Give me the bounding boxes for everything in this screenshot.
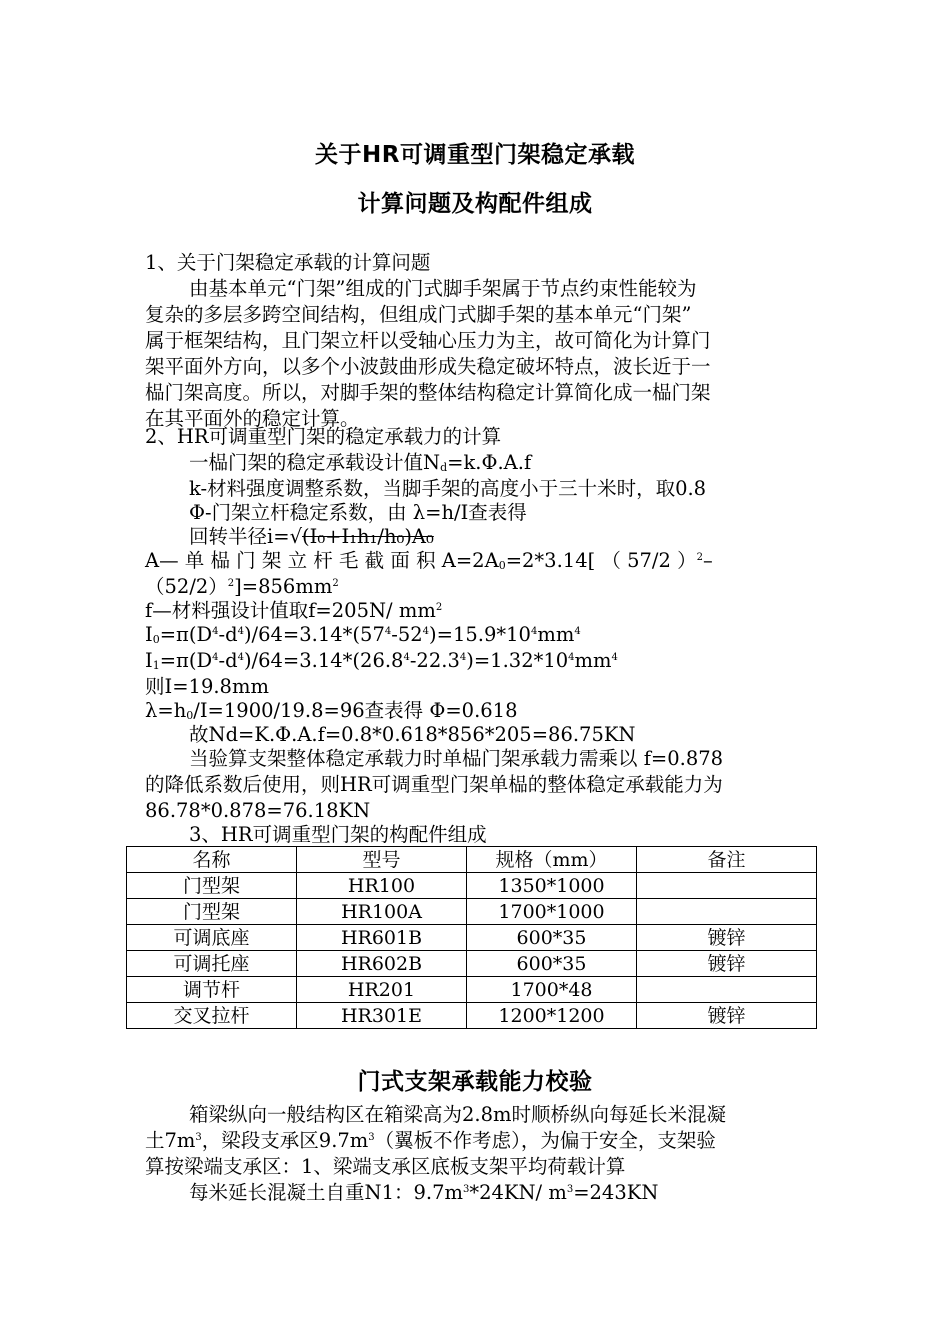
document-subtitle: 计算问题及构配件组成 [357, 191, 593, 217]
table-cell: 门型架 [127, 873, 297, 899]
formula-nd-result: 故Nd=K.Φ.A.f=0.8*0.618*856*205=86.75KN [189, 723, 636, 746]
formula-slenderness: $\lambda=h_0/I=1900/19.8=96$查表得 Φ=0.618 [145, 699, 518, 722]
formula-area-line-2: $(52/2)^2]=856mm^2$ [145, 575, 339, 598]
table-cell: HR602B [297, 951, 467, 977]
paragraph-2-line: 当验算支架整体稳定承载力时单榀门架承载力需乘以 f=0.878 [189, 747, 724, 770]
formula-moment-of-inertia-0: $I_0=\pi(D^4-d^4)/64=3.14*(57^4-52^4)=15.9*10^4mm^4$ [145, 623, 581, 646]
paragraph-1-line: 复杂的多层多跨空间结构，但组成门式脚手架的基本单元“门架” [145, 303, 692, 326]
table-cell: 1200*1200 [467, 1003, 637, 1029]
formula-moment-of-inertia-1: $I_1=\pi(D^4-d^4)/64=3.14*(26.8^4-22.3^4)=1.32*10^4mm^4$ [145, 649, 618, 672]
formula-radius-of-gyration: 回转半径i=√(I₀+I₁h₁/h₀)A₀ [189, 525, 434, 548]
table-cell: 600*35 [467, 951, 637, 977]
table-row [127, 951, 817, 977]
section-title-capacity-check: 门式支架承载能力校验 [357, 1069, 593, 1095]
table-cell [637, 977, 817, 1003]
table-cell: 可调托座 [127, 951, 297, 977]
components-table [126, 846, 817, 1029]
table-cell: 门型架 [127, 899, 297, 925]
formula-area-line-1: A— 单 榀 门 架 立 杆 毛 截 面 积 $A=2A_0=2*3.14$[ （ 57/2 ）$^2$– [145, 549, 713, 572]
table-row [127, 899, 817, 925]
paragraph-1-line: 榀门架高度。所以，对脚手架的整体结构稳定计算简化成一榀门架 [145, 381, 711, 404]
formula-k-coefficient: k-材料强度调整系数，当脚手架的高度小于三十米时，取0.8 [189, 477, 707, 500]
column-header-spec: 规格（mm） [467, 847, 637, 873]
table-cell: 可调底座 [127, 925, 297, 951]
paragraph-1-line: 属于框架结构，且门架立杆以受轴心压力为主，故可简化为计算门 [145, 329, 711, 352]
table-cell: HR100 [297, 873, 467, 899]
column-header-remark: 备注 [637, 847, 817, 873]
paragraph-3-line: 土$7m^3$，梁段支承区$9.7m^3$（翼板不作考虑），为偏于安全，支架验 [145, 1129, 716, 1152]
table-cell: 1700*48 [467, 977, 637, 1003]
table-cell: HR201 [297, 977, 467, 1003]
table-row [127, 1003, 817, 1029]
table-cell: HR601B [297, 925, 467, 951]
paragraph-3-line: 箱梁纵向一般结构区在箱梁高为2.8m时顺桥纵向每延长米混凝 [189, 1103, 727, 1126]
table-cell: 交叉拉杆 [127, 1003, 297, 1029]
table-cell [637, 873, 817, 899]
formula-design-value: 一榀门架的稳定承载设计值$N_d=k.\Phi.A.f$ [189, 451, 532, 474]
document-title: 关于HR可调重型门架稳定承载 [315, 142, 635, 168]
paragraph-2-line: 的降低系数后使用，则HR可调重型门架单榀的整体稳定承载能力为 [145, 773, 723, 796]
paragraph-1-line: 架平面外方向，以多个小波鼓曲形成失稳定破坏特点，波长近于一 [145, 355, 711, 378]
paragraph-1-line: 在其平面外的稳定计算。 [145, 407, 360, 430]
table-cell: 镀锌 [637, 951, 817, 977]
table-cell: 1700*1000 [467, 899, 637, 925]
paragraph-3-line: 算按梁端支承区：1、梁端支承区底板支架平均荷载计算 [145, 1155, 626, 1178]
section-3-heading: 3、HR可调重型门架的构配件组成 [189, 823, 487, 846]
formula-stability-coefficient: Φ-门架立杆稳定系数，由 λ=h/I查表得 [189, 501, 527, 524]
table-row [127, 925, 817, 951]
column-header-name: 名称 [127, 847, 297, 873]
section-1-heading: 1、关于门架稳定承载的计算问题 [145, 251, 431, 274]
column-header-model: 型号 [297, 847, 467, 873]
paragraph-3-line: 每米延长混凝土自重N1：$9.7m^3*24KN/$ $m^3=243KN$ [189, 1181, 659, 1204]
section-2-heading: 2、HR可调重型门架的稳定承载力的计算 [145, 425, 502, 448]
table-row [127, 873, 817, 899]
table-cell: HR100A [297, 899, 467, 925]
table-row [127, 977, 817, 1003]
table-cell: 镀锌 [637, 925, 817, 951]
table-cell: 1350*1000 [467, 873, 637, 899]
table-cell: 600*35 [467, 925, 637, 951]
formula-radius-value: 则I=19.8mm [145, 675, 269, 698]
formula-material-strength: f—材料强设计值取f=205N/ $mm^2$ [145, 599, 443, 622]
table-cell [637, 899, 817, 925]
paragraph-2-line: 86.78*0.878=76.18KN [145, 799, 371, 822]
paragraph-1-line: 由基本单元“门架”组成的门式脚手架属于节点约束性能较为 [189, 277, 697, 300]
table-cell: 镀锌 [637, 1003, 817, 1029]
table-cell: 调节杆 [127, 977, 297, 1003]
table-cell: HR301E [297, 1003, 467, 1029]
table-header-row [127, 847, 817, 873]
